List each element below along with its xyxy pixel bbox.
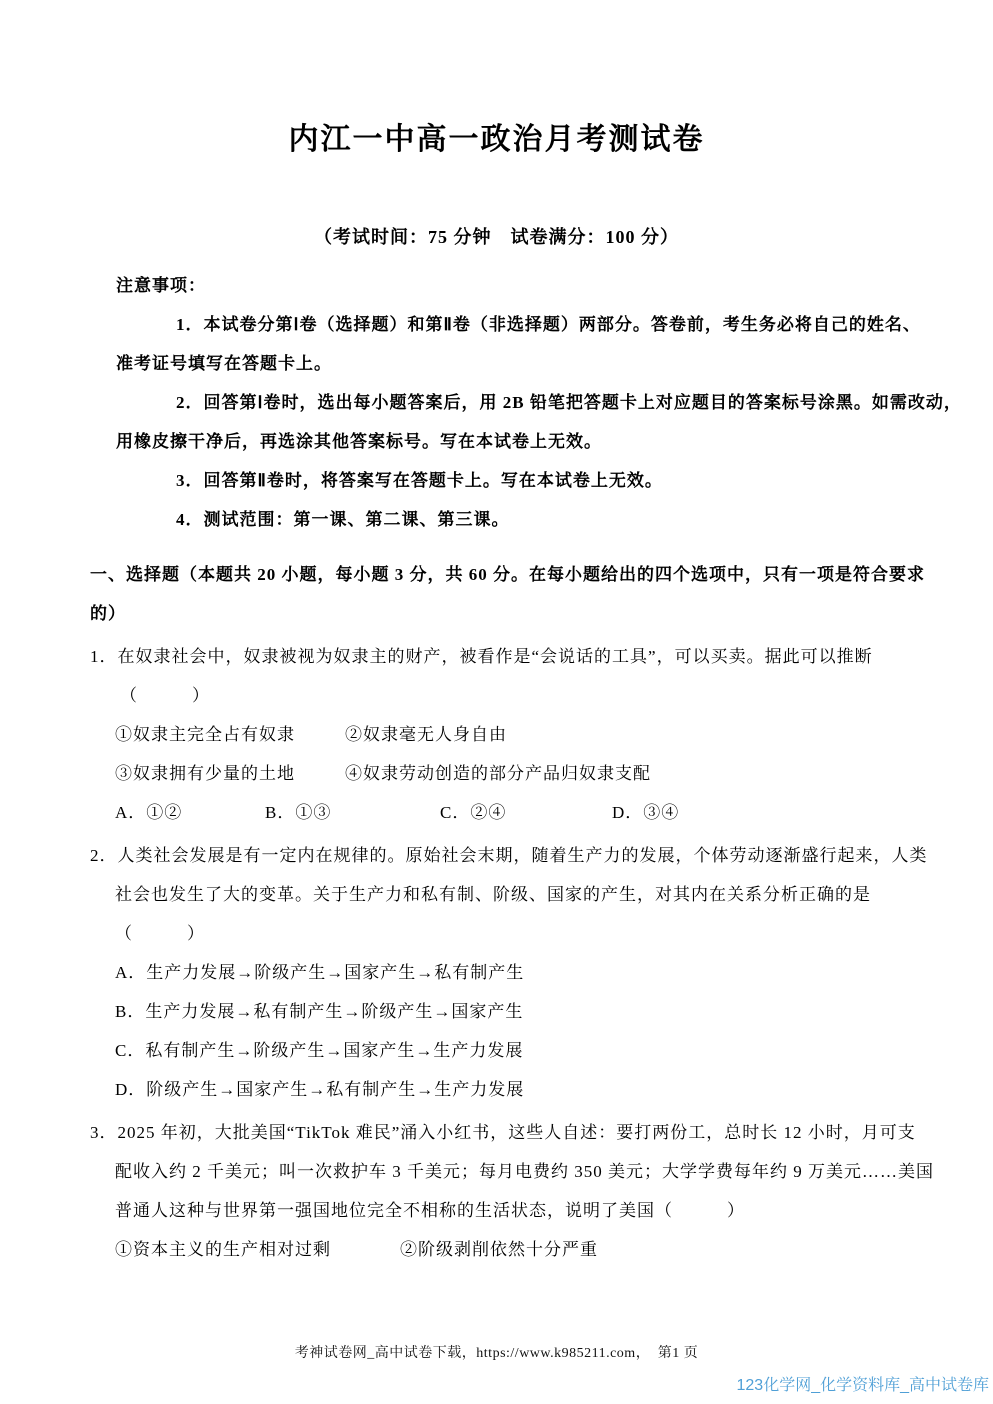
note-line: 用橡皮擦干净后，再选涂其他答案标号。写在本试卷上无效。 — [116, 432, 602, 451]
statement-option-row — [115, 715, 913, 754]
statement-option: ②阶级剥削依然十分严重 — [400, 1240, 598, 1259]
page-content — [0, 266, 993, 1269]
choice-d: D．③④ — [612, 803, 680, 822]
choice-row — [115, 793, 913, 832]
statement-option: ①资本主义的生产相对过剩 — [115, 1240, 331, 1259]
question-stem-line: 1．在奴隶社会中，奴隶被视为奴隶主的财产，被看作是“会说话的工具”，可以买卖。据此可以推断 — [90, 647, 873, 666]
question-1 — [90, 637, 913, 832]
choice-d: D．阶级产生→国家产生→私有制产生→生产力发展 — [115, 1080, 525, 1099]
exam-info-line: （考试时间：75 分钟 试卷满分：100 分） — [314, 227, 679, 247]
choice-c: C．私有制产生→阶级产生→国家产生→生产力发展 — [115, 1041, 524, 1060]
notes-heading: 注意事项： — [116, 276, 206, 295]
question-stem-line: 配收入约 2 千美元；叫一次救护车 3 千美元；每月电费约 350 美元；大学学费每年约 9 万美元……美国 — [115, 1162, 934, 1181]
choice-c: C．②④ — [440, 803, 507, 822]
statement-option: ①奴隶主完全占有奴隶 — [115, 725, 295, 744]
statement-option: ②奴隶毫无人身自由 — [345, 725, 507, 744]
choice-a: A．①② — [115, 803, 183, 822]
section-heading-line: 的） — [90, 604, 126, 623]
watermark-text: 123化学网_化学资料库_高中试卷库 — [736, 1377, 989, 1394]
choice-b: B．①③ — [265, 803, 332, 822]
statement-option-row — [115, 1230, 913, 1269]
page-title: 内江一中高一政治月考测试卷 — [288, 123, 705, 156]
choice-a: A．生产力发展→阶级产生→国家产生→私有制产生 — [115, 963, 525, 982]
note-line: 4．测试范围：第一课、第二课、第三课。 — [176, 510, 510, 529]
statement-option-row — [115, 754, 913, 793]
note-line: 1．本试卷分第Ⅰ卷（选择题）和第Ⅱ卷（非选择题）两部分。答卷前，考生务必将自己的姓名、 — [176, 315, 921, 334]
question-3 — [90, 1113, 934, 1269]
page-footer: 考神试卷网_高中试卷下载，https://www.k985211.com， 第1 页 — [294, 1346, 699, 1361]
question-stem-line: 2．人类社会发展是有一定内在规律的。原始社会末期，随着生产力的发展，个体劳动逐渐盛行起来，人类 — [90, 846, 928, 865]
question-stem-line: 普通人这种与世界第一强国地位完全不相称的生活状态，说明了美国（ ） — [115, 1201, 745, 1220]
note-line: 2．回答第Ⅰ卷时，选出每小题答案后，用 2B 铅笔把答题卡上对应题目的答案标号涂黑。如需改动， — [176, 393, 962, 412]
statement-option: ④奴隶劳动创造的部分产品归奴隶支配 — [345, 764, 651, 783]
answer-bracket: （ ） — [115, 924, 205, 943]
note-line: 准考证号填写在答题卡上。 — [116, 354, 332, 373]
answer-bracket: （ ） — [120, 686, 210, 705]
question-2 — [90, 836, 928, 1109]
section-heading-line: 一、选择题（本题共 20 小题，每小题 3 分，共 60 分。在每小题给出的四个选项中，只有一项是符合要求 — [90, 565, 925, 584]
section-heading — [90, 555, 925, 633]
question-stem-line: 社会也发生了大的变革。关于生产力和私有制、阶级、国家的产生，对其内在关系分析正确的是 — [115, 885, 871, 904]
statement-option: ③奴隶拥有少量的土地 — [115, 764, 295, 783]
question-stem-line: 3．2025 年初，大批美国“TikTok 难民”涌入小红书，这些人自述：要打两份工，总时长 12 小时，月可支 — [90, 1123, 916, 1142]
notes-section — [90, 266, 962, 539]
note-line: 3．回答第Ⅱ卷时，将答案写在答题卡上。写在本试卷上无效。 — [176, 471, 663, 490]
choice-b: B．生产力发展→私有制产生→阶级产生→国家产生 — [115, 1002, 524, 1021]
